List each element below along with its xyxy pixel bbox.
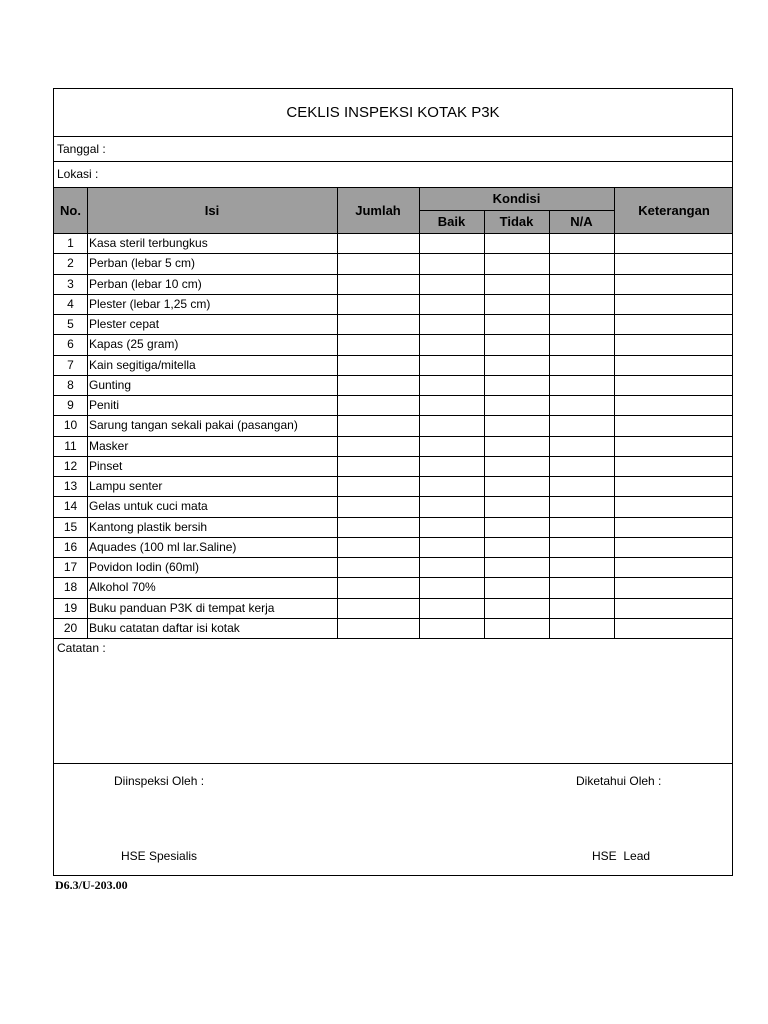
item-number: 12: [63, 458, 78, 473]
baik-cell[interactable]: [419, 395, 484, 415]
keterangan-cell[interactable]: [614, 274, 734, 294]
baik-cell[interactable]: [419, 618, 484, 638]
header-no: No.: [60, 202, 81, 218]
na-cell[interactable]: [549, 476, 614, 496]
item-name: Kantong plastik bersih: [89, 519, 208, 534]
item-name: Aquades (100 ml lar.Saline): [89, 539, 237, 554]
keterangan-cell[interactable]: [614, 355, 734, 375]
item-name: Kapas (25 gram): [89, 337, 179, 352]
item-name: Buku catatan daftar isi kotak: [89, 620, 240, 635]
catatan-label: Catatan :: [57, 641, 106, 655]
jumlah-cell[interactable]: [337, 253, 419, 273]
item-number: 9: [67, 398, 74, 413]
tidak-cell[interactable]: [484, 598, 549, 618]
table-row: [54, 314, 732, 334]
table-row: [54, 517, 732, 537]
lead-role: HSE Lead: [592, 849, 651, 863]
na-cell[interactable]: [549, 436, 614, 456]
keterangan-cell[interactable]: [614, 314, 734, 334]
jumlah-cell[interactable]: [337, 375, 419, 395]
item-number: 17: [63, 560, 78, 575]
tidak-cell[interactable]: [484, 476, 549, 496]
keterangan-cell[interactable]: [614, 253, 734, 273]
tidak-cell[interactable]: [484, 355, 549, 375]
lokasi-field[interactable]: Lokasi :: [57, 167, 99, 181]
divider: [54, 763, 732, 764]
item-number: 18: [63, 580, 78, 595]
keterangan-cell[interactable]: [614, 436, 734, 456]
keterangan-cell[interactable]: [614, 618, 734, 638]
item-name: Plester cepat: [89, 317, 160, 332]
jumlah-cell[interactable]: [337, 598, 419, 618]
baik-cell[interactable]: [419, 537, 484, 557]
table-row: [54, 274, 732, 294]
item-name: Sarung tangan sekali pakai (pasangan): [89, 418, 298, 433]
item-name: Buku panduan P3K di tempat kerja: [89, 600, 275, 615]
table-row: [54, 598, 732, 618]
baik-cell[interactable]: [419, 436, 484, 456]
table-row: [54, 375, 732, 395]
table-row: [54, 618, 732, 638]
item-number: 11: [64, 438, 77, 453]
keterangan-cell[interactable]: [614, 537, 734, 557]
jumlah-cell[interactable]: [337, 233, 419, 253]
jumlah-cell[interactable]: [337, 537, 419, 557]
header-isi: Isi: [204, 202, 220, 218]
tidak-cell[interactable]: [484, 233, 549, 253]
baik-cell[interactable]: [419, 274, 484, 294]
item-name: Pinset: [89, 458, 123, 473]
na-cell[interactable]: [549, 537, 614, 557]
header-jumlah: Jumlah: [355, 202, 401, 218]
tanggal-field[interactable]: Tanggal :: [57, 141, 106, 156]
item-number: 2: [67, 256, 74, 271]
keterangan-cell[interactable]: [614, 496, 734, 516]
divider: [54, 638, 732, 639]
inspector-role: HSE Spesialis: [121, 849, 198, 863]
keterangan-cell[interactable]: [614, 577, 734, 597]
baik-cell[interactable]: [419, 598, 484, 618]
table-row: [54, 233, 732, 253]
table-row: [54, 577, 732, 597]
item-name: Perban (lebar 5 cm): [89, 256, 196, 271]
keterangan-cell[interactable]: [614, 557, 734, 577]
na-cell[interactable]: [549, 294, 614, 314]
item-name: Gunting: [89, 377, 132, 392]
item-name: Lampu senter: [89, 479, 163, 494]
item-name: Alkohol 70%: [89, 580, 156, 595]
item-number: 19: [63, 600, 78, 615]
na-cell[interactable]: [549, 517, 614, 537]
na-cell[interactable]: [549, 456, 614, 476]
tidak-cell[interactable]: [484, 517, 549, 537]
keterangan-cell[interactable]: [614, 294, 734, 314]
baik-cell[interactable]: [419, 456, 484, 476]
jumlah-cell[interactable]: [337, 415, 419, 435]
jumlah-cell[interactable]: [337, 294, 419, 314]
keterangan-cell[interactable]: [614, 598, 734, 618]
header-kondisi: Kondisi: [492, 191, 541, 206]
jumlah-cell[interactable]: [337, 618, 419, 638]
divider: [54, 161, 732, 162]
item-number: 14: [63, 499, 78, 514]
tidak-cell[interactable]: [484, 375, 549, 395]
na-cell[interactable]: [549, 355, 614, 375]
keterangan-cell[interactable]: [614, 415, 734, 435]
item-number: 6: [67, 337, 74, 352]
jumlah-cell[interactable]: [337, 436, 419, 456]
item-number: 13: [63, 479, 78, 494]
baik-cell[interactable]: [419, 557, 484, 577]
na-cell[interactable]: [549, 598, 614, 618]
item-name: Peniti: [89, 398, 120, 413]
inspected-by-label: Diinspeksi Oleh :: [114, 774, 205, 788]
tidak-cell[interactable]: [484, 395, 549, 415]
item-number: 4: [67, 296, 74, 311]
baik-cell[interactable]: [419, 517, 484, 537]
jumlah-cell[interactable]: [337, 314, 419, 334]
keterangan-cell[interactable]: [614, 375, 734, 395]
header-baik: Baik: [437, 214, 466, 229]
tidak-cell[interactable]: [484, 456, 549, 476]
na-cell[interactable]: [549, 253, 614, 273]
jumlah-cell[interactable]: [337, 334, 419, 354]
tidak-cell[interactable]: [484, 334, 549, 354]
table-row: [54, 456, 732, 476]
inspection-form: [53, 88, 733, 876]
keterangan-cell[interactable]: [614, 334, 734, 354]
item-number: 3: [67, 276, 74, 291]
divider: [54, 136, 732, 137]
baik-cell[interactable]: [419, 496, 484, 516]
table-row: [54, 537, 732, 557]
item-name: Gelas untuk cuci mata: [89, 499, 208, 514]
tidak-cell[interactable]: [484, 274, 549, 294]
item-number: 8: [67, 377, 74, 392]
keterangan-cell[interactable]: [614, 395, 734, 415]
baik-cell[interactable]: [419, 314, 484, 334]
item-name: Kasa steril terbungkus: [89, 236, 208, 251]
baik-cell[interactable]: [419, 355, 484, 375]
item-name: Plester (lebar 1,25 cm): [89, 296, 211, 311]
keterangan-cell[interactable]: [614, 456, 734, 476]
item-number: 1: [67, 236, 74, 251]
na-cell[interactable]: [549, 618, 614, 638]
jumlah-cell[interactable]: [337, 577, 419, 597]
item-name: Povidon Iodin (60ml): [89, 560, 200, 575]
item-number: 7: [67, 357, 74, 372]
header-keterangan: Keterangan: [638, 202, 710, 218]
tidak-cell[interactable]: [484, 415, 549, 435]
item-name: Masker: [89, 438, 129, 453]
table-row: [54, 436, 732, 456]
document-reference: D6.3/U-203.00: [55, 878, 128, 892]
tidak-cell[interactable]: [484, 537, 549, 557]
jumlah-cell[interactable]: [337, 355, 419, 375]
tidak-cell[interactable]: [484, 557, 549, 577]
na-cell[interactable]: [549, 496, 614, 516]
tidak-cell[interactable]: [484, 496, 549, 516]
table-row: [54, 334, 732, 354]
form-title: CEKLIS INSPEKSI KOTAK P3K: [286, 104, 500, 121]
na-cell[interactable]: [549, 375, 614, 395]
item-number: 10: [63, 418, 78, 433]
jumlah-cell[interactable]: [337, 274, 419, 294]
item-number: 15: [63, 519, 78, 534]
jumlah-cell[interactable]: [337, 496, 419, 516]
table-row: [54, 476, 732, 496]
na-cell[interactable]: [549, 395, 614, 415]
jumlah-cell[interactable]: [337, 476, 419, 496]
na-cell[interactable]: [549, 233, 614, 253]
acknowledged-by-label: Diketahui Oleh :: [576, 774, 662, 788]
item-number: 5: [67, 317, 74, 332]
table-row: [54, 355, 732, 375]
baik-cell[interactable]: [419, 233, 484, 253]
baik-cell[interactable]: [419, 375, 484, 395]
header-tidak: Tidak: [499, 214, 534, 229]
keterangan-cell[interactable]: [614, 233, 734, 253]
na-cell[interactable]: [549, 415, 614, 435]
table-row: [54, 557, 732, 577]
tidak-cell[interactable]: [484, 577, 549, 597]
tidak-cell[interactable]: [484, 436, 549, 456]
jumlah-cell[interactable]: [337, 517, 419, 537]
na-cell[interactable]: [549, 314, 614, 334]
tidak-cell[interactable]: [484, 253, 549, 273]
na-cell[interactable]: [549, 334, 614, 354]
jumlah-cell[interactable]: [337, 395, 419, 415]
na-cell[interactable]: [549, 557, 614, 577]
tidak-cell[interactable]: [484, 294, 549, 314]
jumlah-cell[interactable]: [337, 456, 419, 476]
item-number: 16: [63, 539, 78, 554]
table-row: [54, 294, 732, 314]
baik-cell[interactable]: [419, 415, 484, 435]
baik-cell[interactable]: [419, 253, 484, 273]
tidak-cell[interactable]: [484, 314, 549, 334]
header-na: N/A: [570, 214, 593, 229]
na-cell[interactable]: [549, 577, 614, 597]
table-row: [54, 253, 732, 273]
baik-cell[interactable]: [419, 476, 484, 496]
baik-cell[interactable]: [419, 577, 484, 597]
table-row: [54, 395, 732, 415]
jumlah-cell[interactable]: [337, 557, 419, 577]
keterangan-cell[interactable]: [614, 476, 734, 496]
na-cell[interactable]: [549, 274, 614, 294]
table-row: [54, 496, 732, 516]
keterangan-cell[interactable]: [614, 517, 734, 537]
baik-cell[interactable]: [419, 334, 484, 354]
item-name: Perban (lebar 10 cm): [89, 276, 202, 291]
table-row: [54, 415, 732, 435]
item-name: Kain segitiga/mitella: [89, 357, 196, 372]
baik-cell[interactable]: [419, 294, 484, 314]
tidak-cell[interactable]: [484, 618, 549, 638]
item-number: 20: [63, 620, 78, 635]
